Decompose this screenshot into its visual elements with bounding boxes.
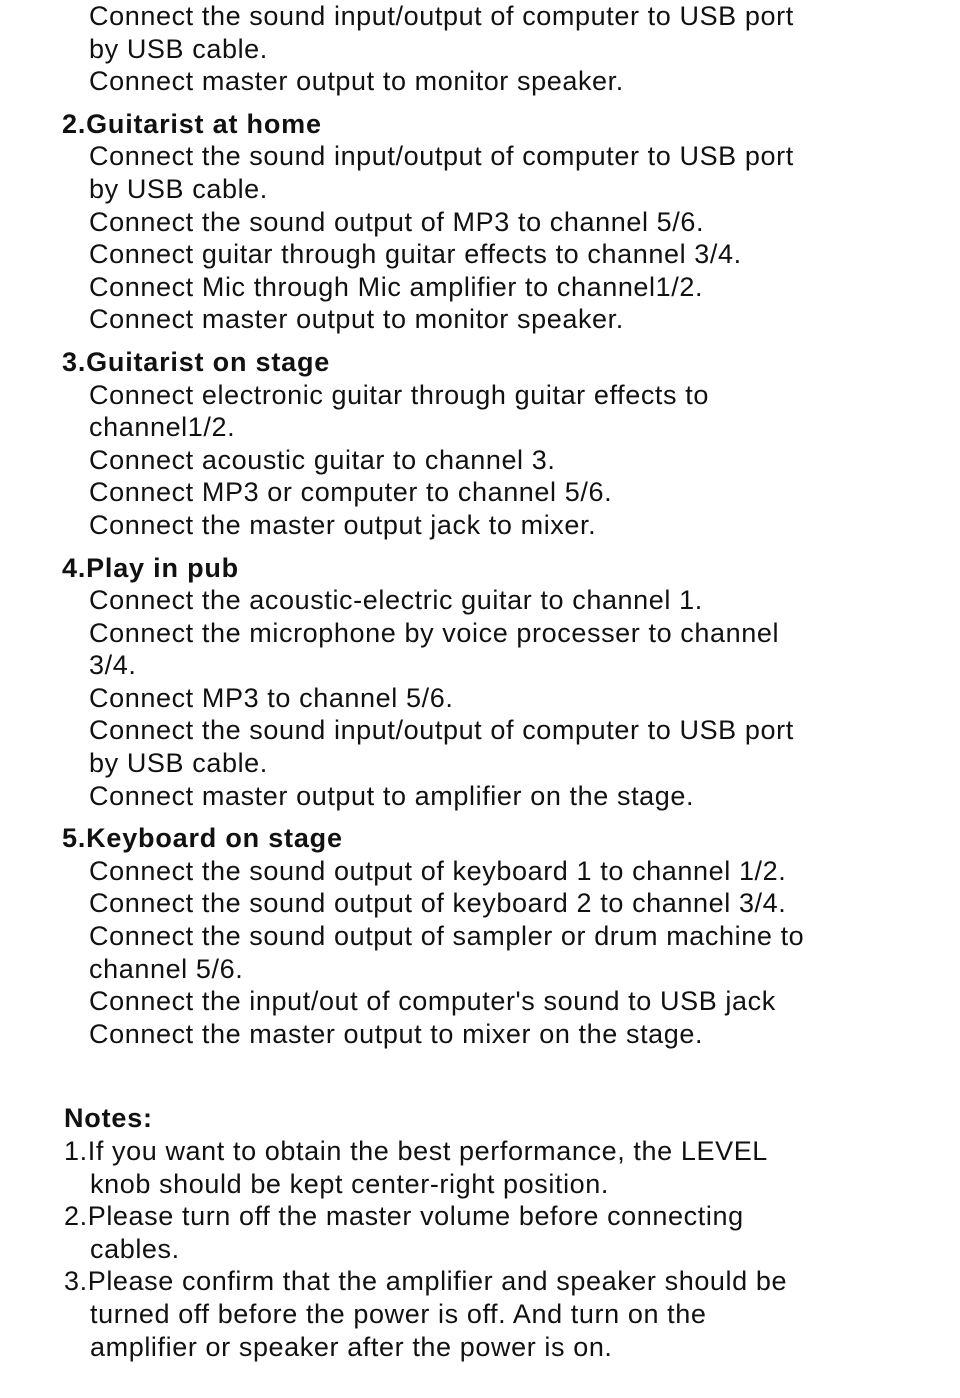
- section-title: Keyboard on stage: [86, 823, 343, 854]
- section-title: Guitarist at home: [86, 108, 322, 139]
- body-line: Connect the sound output of keyboard 1 to channel 1/2.: [89, 855, 787, 886]
- note-text: knob should be kept center-right position.: [90, 1168, 610, 1199]
- note-text: amplifier or speaker after the power is on.: [90, 1331, 613, 1362]
- section-heading: [0, 108, 960, 141]
- section-number: 3.: [62, 346, 87, 377]
- note-item: [0, 1265, 960, 1363]
- body-line: 3/4.: [89, 650, 137, 681]
- body-line: Connect the master output jack to mixer.: [89, 509, 597, 540]
- body-line: Connect master output to monitor speaker.: [89, 66, 624, 97]
- body-line: Connect the microphone by voice processer to channel: [89, 617, 780, 648]
- section-title: Play in pub: [86, 552, 239, 583]
- body-line: Connect the master output to mixer on the stage.: [89, 1018, 704, 1049]
- note-text: cables.: [90, 1233, 180, 1264]
- section-number: 5.: [62, 823, 87, 854]
- body-line: channel 5/6.: [89, 953, 244, 984]
- note-text: 3.Please confirm that the amplifier and speaker should be: [64, 1266, 788, 1297]
- section-1-tail: [0, 0, 960, 98]
- body-line: channel1/2.: [89, 412, 236, 443]
- body-line: by USB cable.: [89, 33, 268, 64]
- notes-section: [0, 1102, 960, 1363]
- section-heading: [0, 822, 960, 855]
- note-text: turned off before the power is off. And turn on the: [90, 1298, 707, 1329]
- body-line: by USB cable.: [89, 748, 268, 779]
- note-text: 2.Please turn off the master volume before connecting: [64, 1201, 744, 1232]
- body-line: Connect master output to amplifier on the stage.: [89, 780, 695, 811]
- body-line: Connect guitar through guitar effects to channel 3/4.: [89, 239, 742, 270]
- section-play-in-pub: [0, 552, 960, 813]
- section-title: Guitarist on stage: [86, 346, 331, 377]
- body-line: Connect the input/out of computer's sound to USB jack: [89, 986, 776, 1017]
- body-line: Connect the sound output of MP3 to channel 5/6.: [89, 206, 705, 237]
- body-line: Connect the sound input/output of computer to USB port: [89, 141, 794, 172]
- section-guitarist-at-home: [0, 108, 960, 336]
- body-line: Connect the sound output of sampler or drum machine to: [89, 921, 805, 952]
- body-line: Connect MP3 or computer to channel 5/6.: [89, 477, 613, 508]
- body-line: Connect the sound input/output of computer to USB port: [89, 715, 794, 746]
- section-heading: [0, 552, 960, 585]
- body-line: Connect Mic through Mic amplifier to channel1/2.: [89, 271, 704, 302]
- note-item: [0, 1200, 960, 1265]
- note-text: 1.If you want to obtain the best performance, the LEVEL: [64, 1136, 768, 1166]
- section-guitarist-on-stage: [0, 346, 960, 542]
- body-line: Connect the acoustic-electric guitar to channel 1.: [89, 585, 703, 616]
- section-heading: [0, 346, 960, 379]
- notes-title: Notes:: [64, 1103, 153, 1134]
- body-line: Connect electronic guitar through guitar effects to: [89, 379, 709, 410]
- body-line: by USB cable.: [89, 173, 268, 204]
- section-number: 4.: [62, 552, 87, 583]
- section-keyboard-on-stage: [0, 822, 960, 1050]
- body-line: Connect the sound input/output of computer to USB port: [89, 1, 794, 31]
- body-line: Connect master output to monitor speaker.: [89, 304, 624, 335]
- body-line: Connect acoustic guitar to channel 3.: [89, 444, 556, 475]
- body-line: Connect the sound output of keyboard 2 to channel 3/4.: [89, 888, 787, 919]
- note-item: [0, 1135, 960, 1200]
- body-line: Connect MP3 to channel 5/6.: [89, 682, 454, 713]
- section-number: 2.: [62, 108, 87, 139]
